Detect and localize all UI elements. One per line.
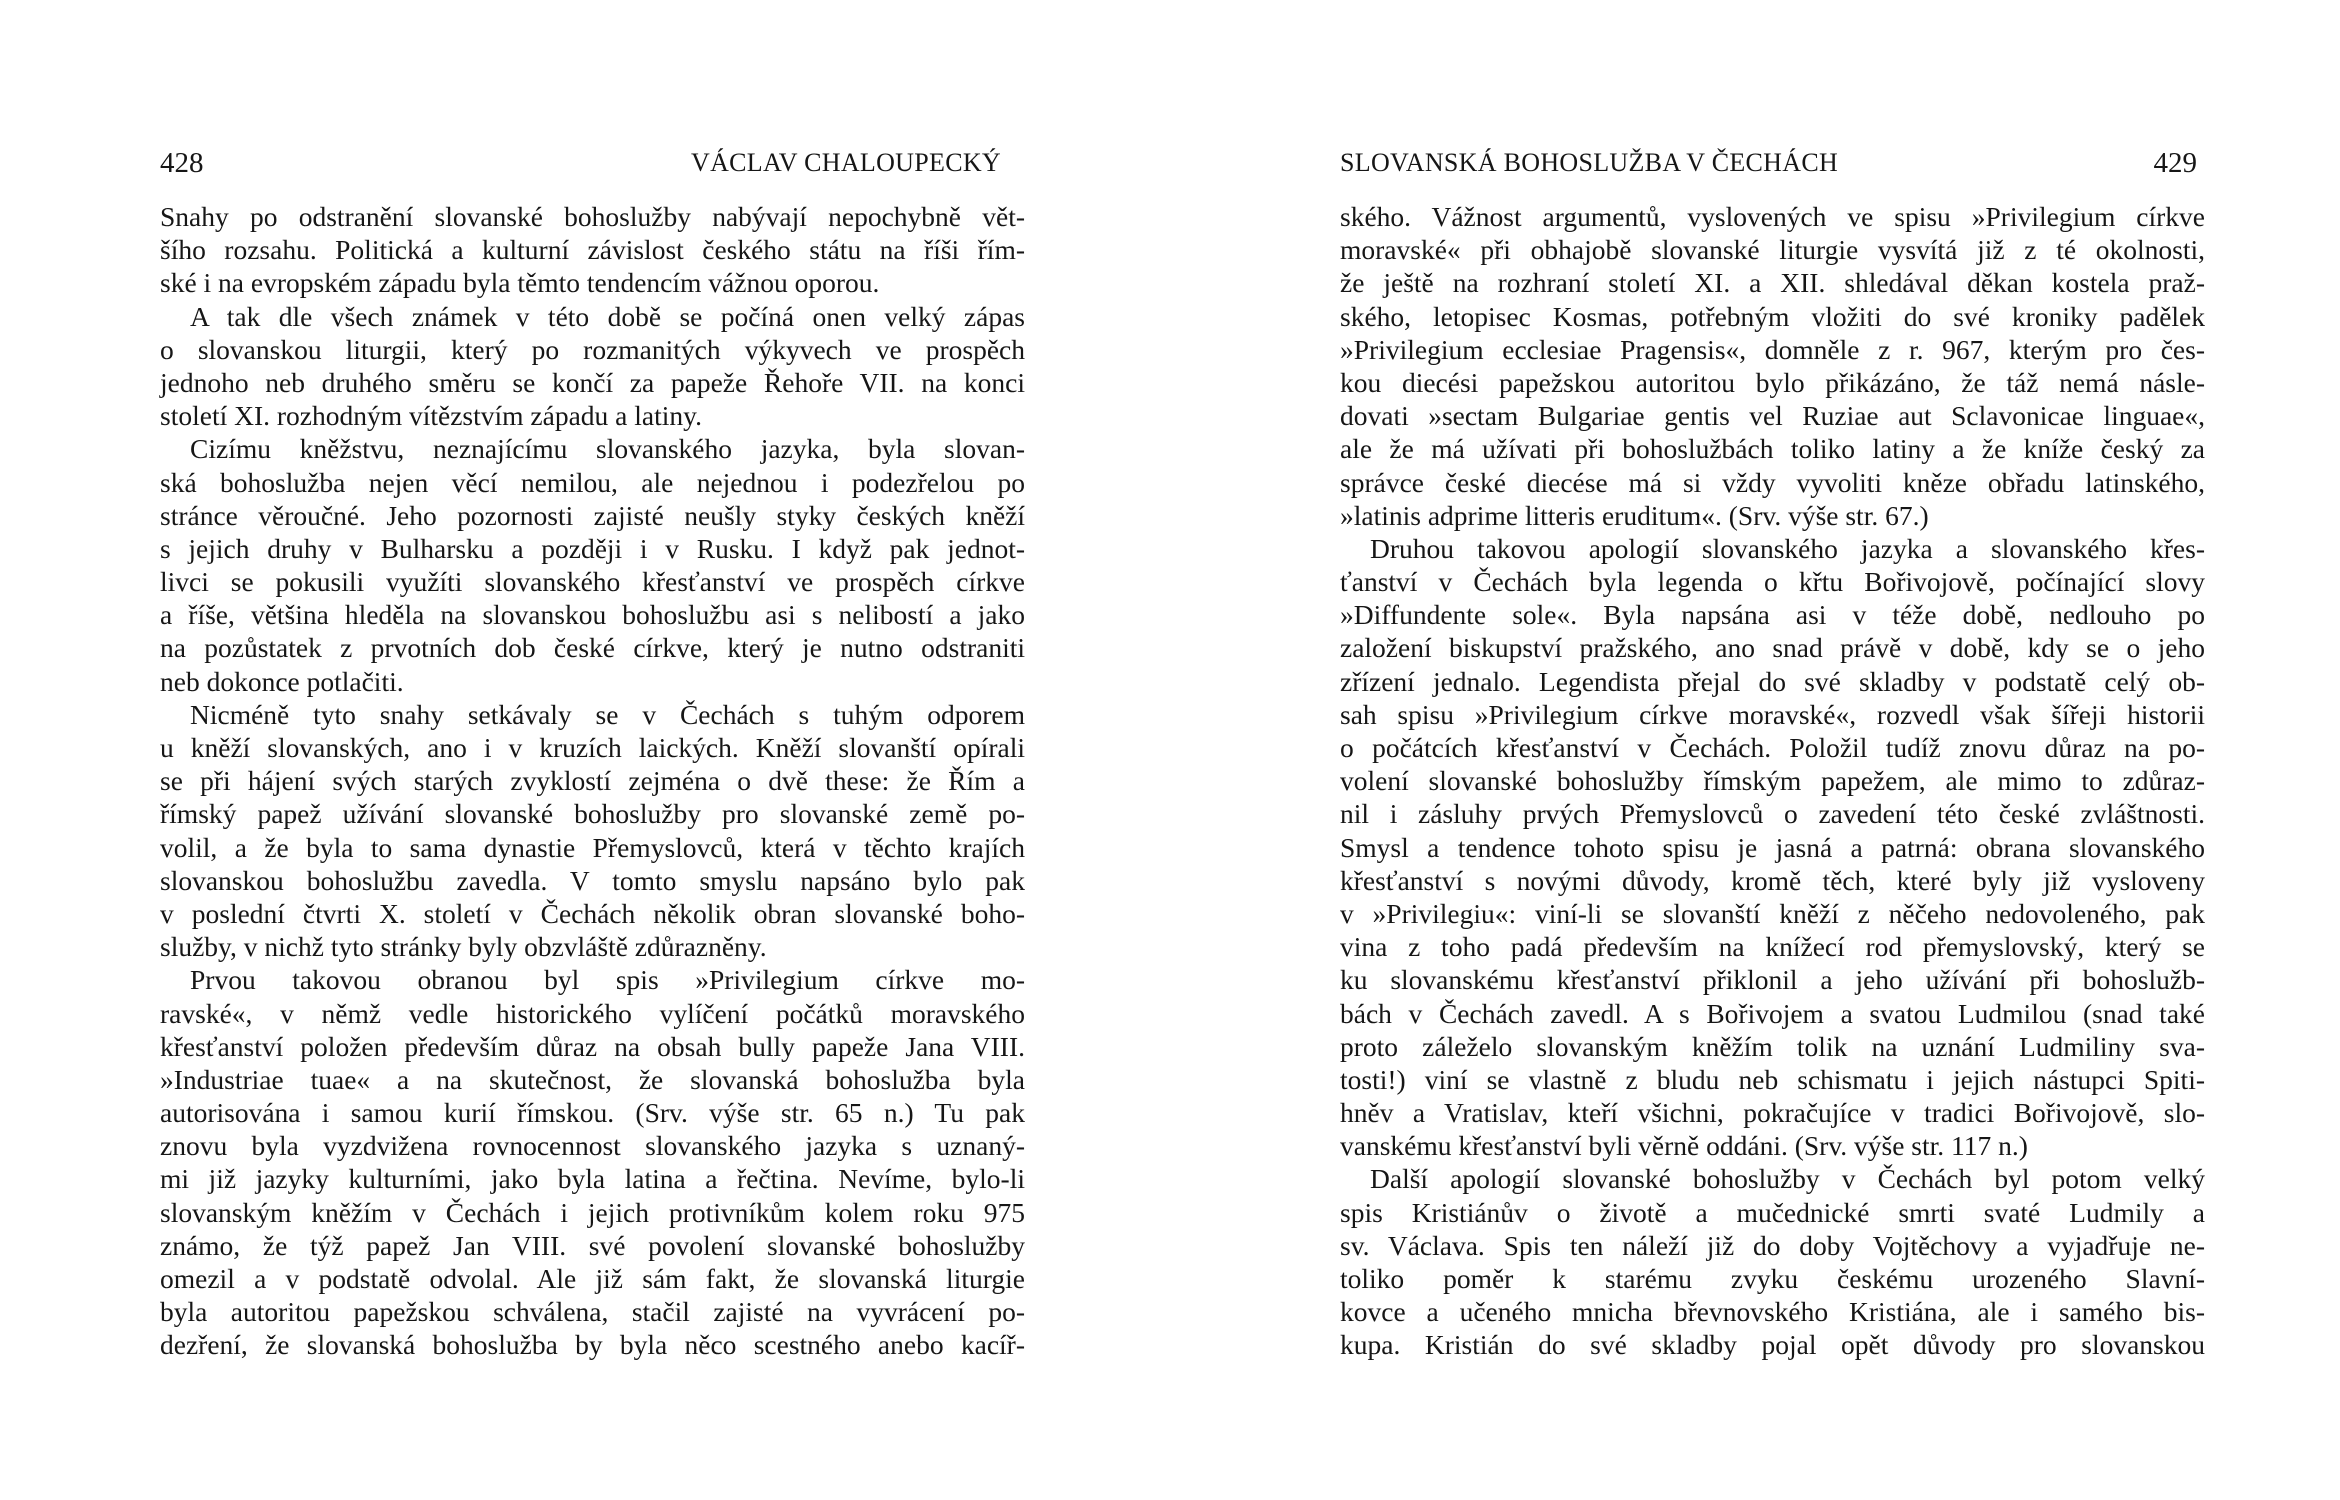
text-line: Cizímu kněžstvu, neznajícímu slovanského jazyka, byla slovan- (190, 433, 1025, 465)
text-line: Nicméně tyto snahy setkávaly se v Čechách s tuhým odporem (190, 698, 1025, 730)
text-line: ale že má užívati při bohoslužbách toliko latiny a že kníže český za (1340, 433, 2205, 465)
text-line: Další apologií slovanské bohoslužby v Čechách byl potom velký (1370, 1163, 2205, 1195)
text-line: toliko poměr k starému zvyku českému urozeného Slavní- (1340, 1263, 2205, 1294)
text-line: ravské«, v němž vedle historického vylíčení počátků moravského (160, 997, 1025, 1029)
text-line: hněv a Vratislav, kteří všichni, pokračujíce v tradici Bořivojově, slo- (1340, 1097, 2205, 1129)
text-line: křesťanství položen především důraz na obsah bully papeže Jana VIII. (160, 1030, 1025, 1062)
text-line: století XI. rozhodným vítězstvím západu a latiny. (160, 400, 702, 432)
text-line: a říše, většina hleděla na slovanskou bohoslužbu asi s nelibostí a jako (160, 599, 1025, 631)
text-line: sv. Václava. Spis ten náleží již do doby Vojtěchovy a vyjadřuje ne- (1340, 1229, 2205, 1261)
text-line: moravské« při obhajobě slovanské liturgie vysvítá již z té okolnosti, (1340, 234, 2205, 266)
text-line: »Diffundente sole«. Byla napsána asi v téže době, nedlouho po (1340, 599, 2205, 631)
right-page-number: 429 (2153, 147, 2197, 179)
text-line: v »Privilegiu«: viní-li se slovanští kněží z něčeho nedovoleného, pak (1340, 897, 2205, 929)
text-line: »latinis adprime litteris eruditum«. (Srv. výše str. 67.) (1340, 499, 1929, 531)
text-line: vanskému křesťanství byli věrně oddáni. (Srv. výše str. 117 n.) (1340, 1130, 2028, 1162)
text-line: ská bohoslužba nejen věcí nemilou, ale nejednou i podezřelou po (160, 466, 1025, 498)
left-running-title: VÁCLAV CHALOUPECKÝ (691, 148, 1001, 177)
text-line: zřízení jednalo. Legendista přejal do své skladby v podstatě celý ob- (1340, 665, 2205, 697)
text-line: nil i zásluhy prvých Přemyslovců o zavedení této české zvláštnosti. (1340, 798, 2205, 830)
text-line: mi již jazyky kulturními, jako byla latina a řečtina. Nevíme, bylo-li (160, 1163, 1025, 1195)
text-line: vina z toho padá především na knížecí rod přemyslovský, který se (1340, 931, 2205, 963)
text-line: s jejich druhy v Bulharsku a později i v Rusku. I když pak jednot- (160, 532, 1025, 564)
right-running-head (1340, 148, 2205, 178)
text-line: Snahy po odstranění slovanské bohoslužby nabývají nepochybně vět- (160, 201, 1025, 232)
text-line: A tak dle všech známek v této době se počíná onen velký zápas (190, 300, 1025, 332)
text-line: slovanským kněžím v Čechách i jejich protivníkům kolem roku 975 (160, 1196, 1025, 1228)
text-line: »Industriae tuae« a na skutečnost, že slovanská bohoslužba byla (160, 1063, 1025, 1095)
text-line: o počátcích křesťanství v Čechách. Položil tudíž znovu důraz na po- (1340, 732, 2205, 763)
text-line: livci se pokusili využíti slovanského křesťanství ve prospěch církve (160, 566, 1025, 598)
text-line: kovce a učeného mnicha břevnovského Kristiána, ale i samého bis- (1340, 1296, 2205, 1328)
left-page-number: 428 (160, 147, 204, 179)
text-line: jednoho neb druhého směru se končí za papeže Řehoře VII. na konci (160, 366, 1025, 398)
text-line: o slovanskou liturgii, který po rozmanitých výkyvech ve prospěch (160, 333, 1025, 365)
text-line: římský papež užívání slovanské bohoslužby pro slovanské země po- (160, 798, 1025, 830)
left-body-text (160, 200, 1025, 1362)
text-line: u kněží slovanských, ano i v kruzích laických. Kněží slovanští opírali (160, 732, 1025, 763)
text-line: omezil a v podstatě odvolal. Ale již sám fakt, že slovanská liturgie (160, 1263, 1025, 1294)
text-line: autorisována i samou kurií římskou. (Srv. výše str. 65 n.) Tu pak (160, 1097, 1025, 1129)
text-line: slovanskou bohoslužbu zavedla. V tomto smyslu napsáno bylo pak (160, 864, 1025, 896)
text-line: bách v Čechách zavedl. A s Bořivojem a svatou Ludmilou (snad také (1340, 997, 2205, 1029)
text-line: znovu byla vyzdvižena rovnocennost slovanského jazyka s uznaný- (160, 1130, 1025, 1162)
text-line: se při hájení svých starých zvyklostí zejména o dvě these: že Řím a (160, 765, 1025, 797)
text-line: křesťanství s novými důvody, kromě těch, které byly již vysloveny (1340, 864, 2205, 896)
text-line: na pozůstatek z prvotních dob české církve, který je nutno odstraniti (160, 632, 1025, 664)
text-line: volil, a že byla to sama dynastie Přemyslovců, která v těchto krajích (160, 831, 1025, 863)
text-line: ku slovanskému křesťanství přiklonil a jeho užívání při bohoslužb- (1340, 964, 2205, 996)
text-line: správce české diecése má si vždy vyvoliti kněze obřadu latinského, (1340, 466, 2205, 498)
text-line: ského, letopisec Kosmas, potřebným vložiti do své kroniky padělek (1340, 300, 2205, 332)
text-line: Druhou takovou apologií slovanského jazyka a slovanského křes- (1370, 532, 2205, 564)
text-line: spis Kristiánův o životě a mučednické smrti svaté Ludmily a (1340, 1196, 2205, 1228)
text-line: kupa. Kristián do své skladby pojal opět důvody pro slovanskou (1340, 1329, 2205, 1361)
text-line: dovati »sectam Bulgariae gentis vel Ruziae aut Sclavonicae linguae«, (1340, 400, 2205, 432)
text-line: založení biskupství pražského, ano snad právě v době, kdy se o jeho (1340, 632, 2205, 664)
text-line: Prvou takovou obranou byl spis »Privilegium církve mo- (190, 964, 1025, 996)
text-line: že ještě na rozhraní století XI. a XII. shledával děkan kostela praž- (1340, 267, 2205, 299)
text-line: »Privilegium ecclesiae Pragensis«, domněle z r. 967, kterým pro čes- (1340, 333, 2205, 365)
text-line: služby, v nichž tyto stránky byly obzvláště zdůrazněny. (160, 931, 767, 963)
text-line: proto záleželo slovanským kněžím tolik na uznání Ludmiliny sva- (1340, 1030, 2205, 1062)
text-line: ského. Vážnost argumentů, vyslovených ve spisu »Privilegium církve (1340, 201, 2205, 232)
left-page (160, 148, 1025, 1362)
text-line: tosti!) viní se vlastně z bludu neb schismatu i jejich nástupci Spiti- (1340, 1063, 2205, 1095)
text-line: stránce věroučné. Jeho pozornosti zajisté neušly styky českých kněží (160, 499, 1025, 531)
text-line: kou diecési papežskou autoritou bylo přikázáno, že táž nemá násle- (1340, 366, 2205, 398)
text-line: byla autoritou papežskou schválena, stačil zajisté na vyvrácení po- (160, 1296, 1025, 1328)
text-line: neb dokonce potlačiti. (160, 665, 404, 697)
right-running-title: SLOVANSKÁ BOHOSLUŽBA V ČECHÁCH (1340, 148, 1839, 177)
text-line: ťanství v Čechách byla legenda o křtu Bořivojově, počínající slovy (1340, 566, 2205, 598)
text-line: Smysl a tendence tohoto spisu je jasná a patrná: obrana slovanského (1340, 831, 2205, 863)
text-line: volení slovanské bohoslužby římským papežem, ale mimo to zdůraz- (1340, 765, 2205, 797)
right-page (1340, 148, 2205, 1362)
text-line: v poslední čtvrti X. století v Čechách několik obran slovanské boho- (160, 897, 1025, 929)
right-body-text (1340, 200, 2205, 1362)
text-line: známo, že týž papež Jan VIII. své povolení slovanské bohoslužby (160, 1229, 1025, 1261)
text-line: sah spisu »Privilegium církve moravské«, rozvedl však šířeji historii (1340, 698, 2205, 730)
left-running-head (160, 148, 1025, 178)
text-line: šího rozsahu. Politická a kulturní závislost českého státu na říši řím- (160, 234, 1025, 266)
text-line: ské i na evropském západu byla těmto tendencím vážnou oporou. (160, 267, 880, 299)
text-line: dezření, že slovanská bohoslužba by byla něco scestného anebo kacíř- (160, 1329, 1025, 1361)
